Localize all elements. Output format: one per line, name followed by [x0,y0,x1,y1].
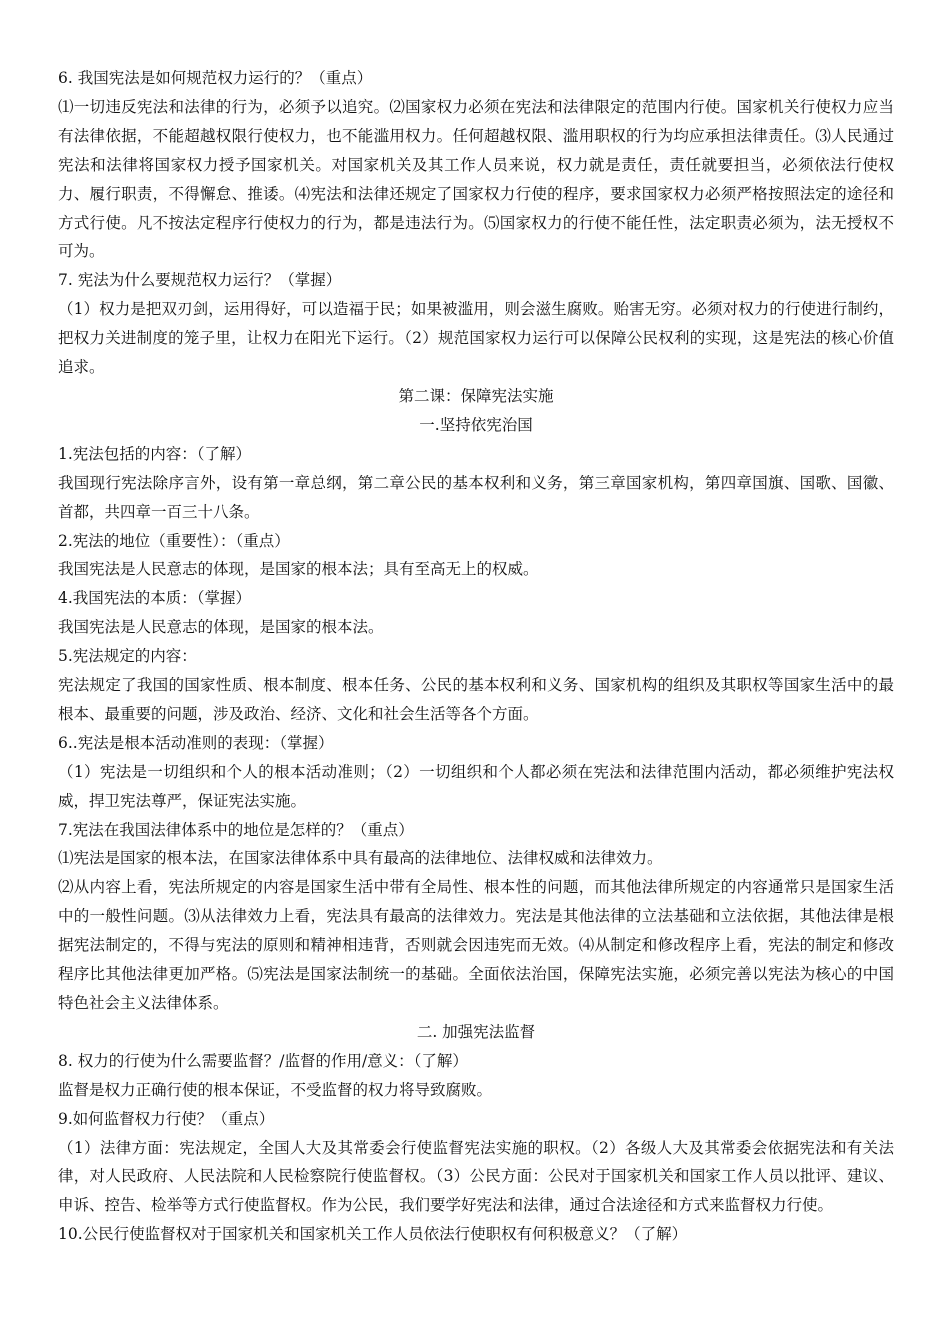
answer-paragraph: （1）权力是把双刃剑，运用得好，可以造福于民；如果被滥用，则会滋生腐败。贻害无穷。必须对权力的行使进行制约，把权力关进制度的笼子里，让权力在阳光下运行。（2）规范国家权力运行可以保障公民权利的实现，这是宪法的核心价值追求。 [58,300,894,377]
answer-paragraph: 宪法规定了我国的国家性质、根本制度、根本任务、公民的基本权利和义务、国家机构的组织及其职权等国家生活中的最根本、最重要的问题，涉及政治、经济、文化和社会生活等各个方面。 [58,676,894,723]
answer-paragraph: ⑴宪法是国家的根本法，在国家法律体系中具有最高的法律地位、法律权威和法律效力。 [58,849,663,868]
answer-paragraph: 监督是权力正确行使的根本保证，不受监督的权力将导致腐败。 [58,1080,493,1099]
question-heading: 10.公民行使监督权对于国家机关和国家机关工作人员依法行使职权有何积极意义？（了解） [58,1225,688,1244]
answer-paragraph: ⑴一切违反宪法和法律的行为，必须予以追究。⑵国家权力必须在宪法和法律限定的范围内行使。国家机关行使权力应当有法律依据，不能超越权限行使权力，也不能滥用权力。任何超越权限、滥用职权的行为均应承担法律责任。⑶人民通过宪法和法律将国家权力授予国家机关。对国家机关及其工作人员来说，权力就是责任，责任就要担当，必须依法行使权力、履行职责，不得懈怠、推诿。⑷宪法和法律还规定了国家权力行使的程序，要求国家权力必须严格按照法定的途径和方式行使。凡不按法定程序行使权力的行为，都是违法行为。⑸国家权力的行使不能任性，法定职责必须为，法无授权不可为。 [58,97,894,261]
question-heading: 6..宪法是根本活动准则的表现：（掌握） [58,733,334,752]
answer-paragraph: 我国宪法是人民意志的体现，是国家的根本法。 [58,618,384,637]
question-heading: 6. 我国宪法是如何规范权力运行的？（重点） [58,69,373,87]
question-heading: 7. 宪法为什么要规范权力运行？（掌握） [58,271,342,290]
answer-paragraph: 我国现行宪法除序言外，设有第一章总纲，第二章公民的基本权利和义务，第三章国家机构，第四章国旗、国歌、国徽、首都，共四章一百三十八条。 [58,473,894,521]
question-heading: 8. 权力的行使为什么需要监督？/监督的作用/意义：（了解） [58,1051,468,1070]
question-heading: 4.我国宪法的本质：（掌握） [58,589,252,608]
question-heading: 5.宪法规定的内容： [58,647,197,666]
question-heading: 9.如何监督权力行使？（重点） [58,1109,275,1128]
answer-paragraph: 我国宪法是人民意志的体现，是国家的根本法；具有至高无上的权威。 [58,560,539,579]
question-heading: 7.宪法在我国法律体系中的地位是怎样的？（重点） [58,820,414,839]
lesson-title: 第二课：保障宪法实施 [398,386,554,405]
question-heading: 2.宪法的地位（重要性）：（重点） [58,531,290,550]
question-heading: 1.宪法包括的内容：（了解） [58,444,252,463]
answer-paragraph: （1）宪法是一切组织和个人的根本活动准则；（2）一切组织和个人都必须在宪法和法律范围内活动，都必须维护宪法权威，捍卫宪法尊严，保证宪法实施。 [58,762,894,810]
section-title: 二. 加强宪法监督 [416,1022,536,1041]
answer-paragraph: （1）法律方面：宪法规定，全国人大及其常委会行使监督宪法实施的职权。（2）各级人大及其常委会依据宪法和有关法律，对人民政府、人民法院和人民检察院行使监督权。（3）公民方面：公民对于国家机关和国家工作人员以批评、建议、申诉、控告、检举等方式行使监督权。作为公民，我们要学好宪法和法律，通过合法途径和方式来监督权力行使。 [58,1138,894,1215]
answer-paragraph: ⑵从内容上看，宪法所规定的内容是国家生活中带有全局性、根本性的问题，而其他法律所规定的内容通常只是国家生活中的一般性问题。⑶从法律效力上看，宪法具有最高的法律效力。宪法是其他法律的立法基础和立法依据，其他法律是根据宪法制定的，不得与宪法的原则和精神相违背，否则就会因违宪而无效。⑷从制定和修改程序上看，宪法的制定和修改程序比其他法律更加严格。⑸宪法是国家法制统一的基础。全面依法治国，保障宪法实施，必须完善以宪法为核心的中国特色社会主义法律体系。 [58,878,894,1012]
section-title: 一.坚持依宪治国 [419,415,533,434]
